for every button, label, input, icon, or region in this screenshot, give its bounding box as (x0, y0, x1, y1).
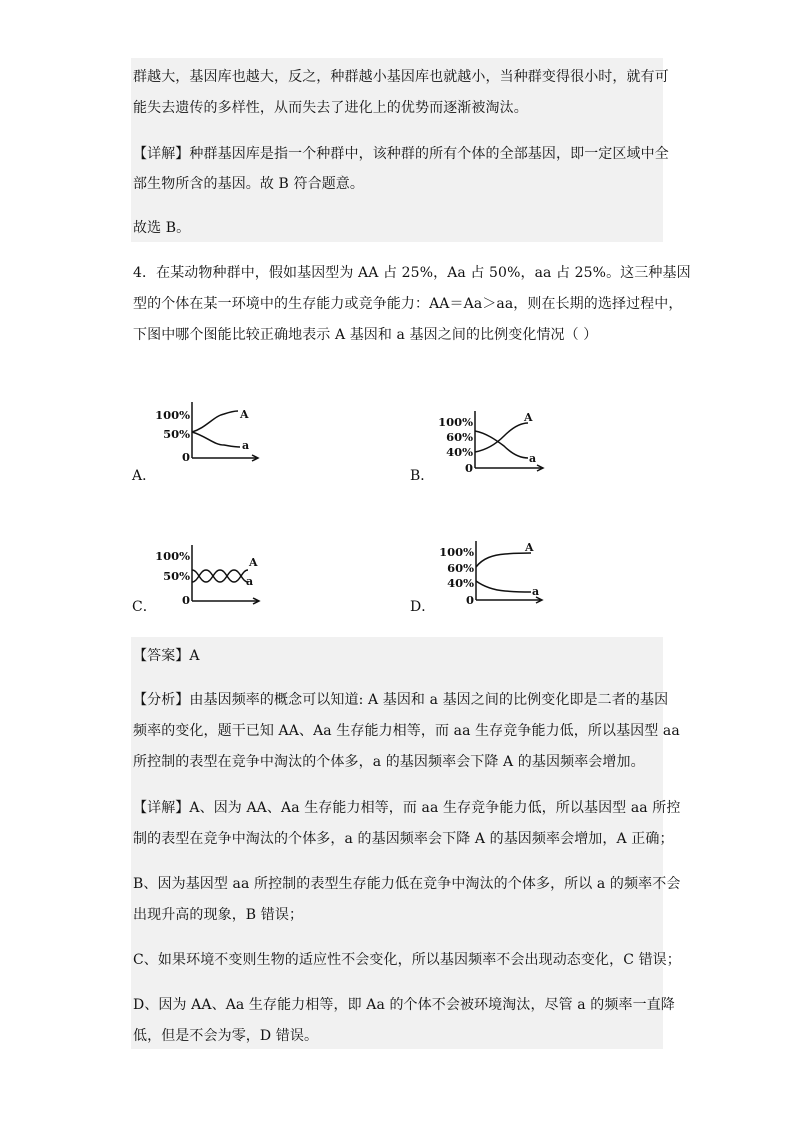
option-c-reason-line: C、如果环境不变则生物的适应性不会变化，所以基因频率不会出现动态变化，C 错误； (133, 952, 681, 968)
curve-label-A: A (524, 411, 533, 424)
analysis-line-1: 【分析】由基因频率的概念可以知道: A 基因和 a 基因之间的比例变化即是二者的基因 (133, 692, 669, 708)
tick-100: 100% (439, 545, 474, 559)
graph-option-c (152, 544, 272, 606)
curve-a-upper (192, 411, 238, 432)
curve-label-A: A (525, 541, 534, 554)
option-b-reason-line-1: B、因为基因型 aa 所控制的表型生存能力低在竞争中淘汰的个体多，所以 a 的频率不会 (133, 876, 681, 892)
tick-0: 0 (464, 461, 473, 472)
curve-d-upper (476, 553, 531, 567)
option-c-label: C． (132, 599, 157, 615)
curve-d-lower (476, 581, 531, 592)
tick-0: 0 (465, 593, 474, 606)
graph-option-a (150, 398, 275, 470)
tick-50: 50% (163, 427, 190, 441)
tick-40: 40% (447, 576, 474, 590)
tick-60: 60% (447, 561, 474, 575)
tick-100: 100% (438, 415, 473, 429)
curve-label-A: A (240, 408, 249, 421)
curve-label-a: a (246, 575, 254, 588)
curve-c-wave-1 (192, 570, 248, 582)
tick-100: 100% (155, 549, 190, 563)
option-d-reason-line-2: 低，但是不会为零，D 错误。 (133, 1028, 319, 1044)
curve-b-upper (475, 423, 528, 452)
option-a-label: A． (132, 468, 157, 484)
answer-line: 【答案】A (133, 648, 200, 664)
curve-label-a: a (529, 452, 537, 465)
curve-b-lower (475, 431, 528, 458)
question-line-3: 下图中哪个图能比较正确地表示 A 基因和 a 基因之间的比例变化情况（ ） (133, 327, 598, 343)
option-d-label: D． (410, 599, 436, 615)
option-b-reason-line-2: 出现升高的现象，B 错误； (133, 907, 304, 923)
curve-c-wave-2 (192, 570, 248, 582)
top-line-1: 群越大，基因库也越大，反之，种群越小基因库也就越小，当种群变得很小时，就有可 (133, 69, 669, 85)
tick-0: 0 (181, 593, 190, 606)
tick-50: 50% (163, 569, 190, 583)
conclusion-line: 故选 B。 (133, 220, 191, 236)
question-line-2: 型的个体在某一环境中的生存能力或竞争能力：AA＝Aa＞aa，则在长期的选择过程中， (133, 296, 683, 312)
tick-100: 100% (155, 408, 190, 422)
answer-detail-line-1: 【详解】A、因为 AA、Aa 生存能力相等，而 aa 生存竞争能力低，所以基因型 aa 所控 (133, 800, 681, 816)
question-line-1: 4．在某动物种群中，假如基因型为 AA 占 25%，Aa 占 50%，aa 占 25%。这三种基因 (133, 265, 691, 281)
tick-40: 40% (446, 445, 473, 459)
analysis-line-3: 所控制的表型在竞争中淘汰的个体多，a 的基因频率会下降 A 的基因频率会增加。 (133, 754, 645, 770)
option-b-label: B． (410, 468, 435, 484)
curve-a-lower (192, 432, 240, 447)
detail-line-2: 部生物所含的基因。故 B 符合题意。 (133, 176, 364, 192)
answer-detail-line-2: 制的表型在竞争中淘汰的个体多，a 的基因频率会下降 A 的基因频率会增加，A 正确； (133, 831, 674, 847)
tick-0: 0 (181, 450, 190, 464)
tick-60: 60% (446, 430, 473, 444)
curve-label-A: A (249, 556, 258, 569)
analysis-line-2: 频率的变化，题干已知 AA、Aa 生存能力相等，而 aa 生存竞争能力低，所以基因型 aa (133, 723, 680, 739)
option-d-reason-line-1: D、因为 AA、Aa 生存能力相等，即 Aa 的个体不会被环境淘汰，尽管 a 的频率一直降 (133, 997, 675, 1013)
graph-option-b (422, 410, 552, 472)
top-line-2: 能失去遗传的多样性，从而失去了进化上的优势而逐渐被淘汰。 (133, 100, 528, 116)
curve-label-a: a (242, 439, 250, 452)
curve-label-a: a (532, 585, 540, 598)
graph-option-d (425, 540, 553, 606)
detail-line-1: 【详解】种群基因库是指一个种群中，该种群的所有个体的全部基因，即一定区域中全 (133, 146, 669, 162)
